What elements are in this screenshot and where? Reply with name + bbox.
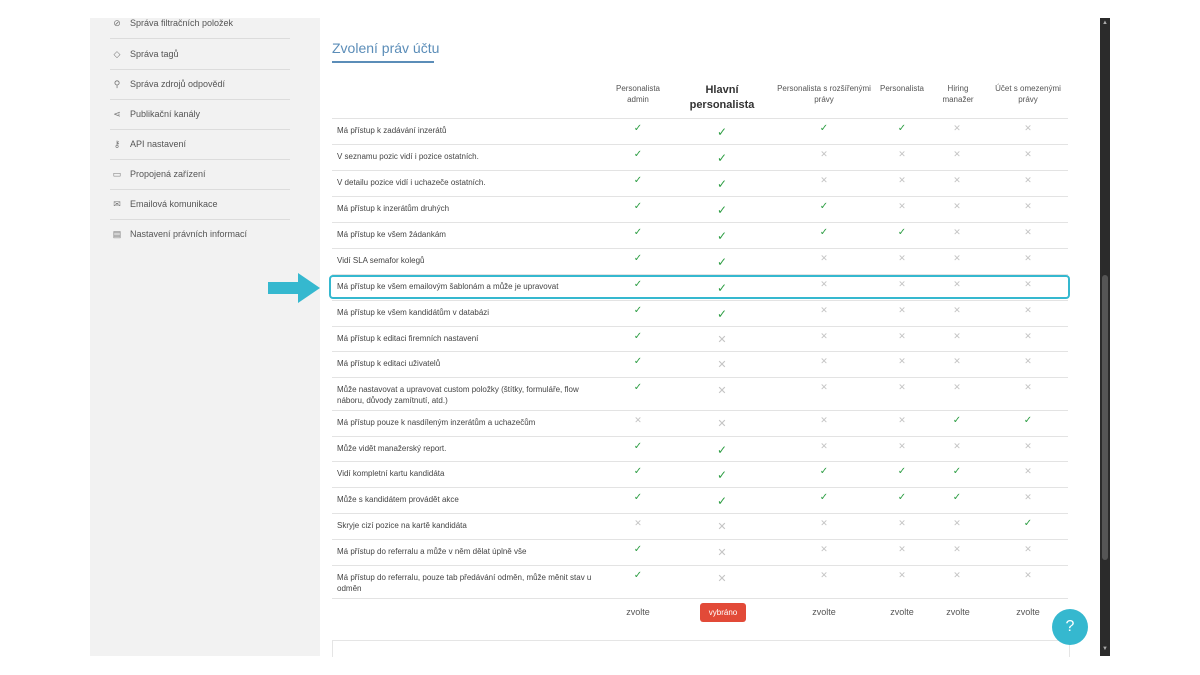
column-header-hiring-manazer: Hiring manažer [942, 84, 974, 104]
row-highlight [329, 275, 1070, 299]
check-icon: ✓ [1023, 518, 1033, 529]
check-icon: ✓ [952, 466, 962, 477]
permission-label: Má přístup k inzerátům druhých [337, 204, 450, 213]
sidebar-item-label: Publikační kanály [130, 109, 201, 119]
permission-label: Může s kandidátem provádět akce [337, 495, 459, 504]
cross-icon: ✕ [820, 175, 828, 185]
column-header-personalista-admin: Personalista admin [615, 84, 661, 104]
sidebar-item-label: API nastavení [130, 139, 187, 149]
cross-icon: ✕ [898, 175, 906, 185]
sidebar-item-response-sources[interactable] [110, 69, 290, 100]
check-icon: ✓ [897, 466, 907, 477]
permission-label: Skryje cizí pozice na kartě kandidáta [337, 521, 467, 530]
choose-hiring-manazer[interactable]: zvolte [946, 607, 970, 617]
check-icon: ✓ [716, 307, 728, 321]
check-icon: ✓ [633, 279, 643, 290]
table-row [332, 196, 1068, 223]
permission-label: Má přístup do referralu, pouze tab předávání odměn, může měnit stav u odměn [337, 573, 592, 593]
cross-icon: ✕ [717, 334, 727, 346]
cross-icon: ✕ [820, 441, 828, 451]
cross-icon: ✕ [898, 518, 906, 528]
table-row [332, 248, 1068, 275]
cross-icon: ✕ [953, 518, 961, 528]
cross-icon: ✕ [898, 305, 906, 315]
cross-icon: ✕ [953, 356, 961, 366]
cross-icon: ✕ [1024, 570, 1032, 580]
check-icon: ✓ [716, 229, 728, 243]
table-row [332, 410, 1068, 437]
choose-personalista[interactable]: zvolte [890, 607, 914, 617]
permission-label: Má přístup k editaci uživatelů [337, 359, 441, 368]
cross-icon: ✕ [898, 279, 906, 289]
cross-icon: ✕ [953, 544, 961, 554]
cross-icon: ✕ [953, 253, 961, 263]
sidebar-item-label: Správa filtračních položek [130, 18, 234, 28]
cross-icon: ✕ [898, 149, 906, 159]
cross-icon: ✕ [820, 253, 828, 263]
section-title: Zvolení práv účtu [332, 40, 440, 56]
cross-icon: ✕ [953, 201, 961, 211]
cross-icon: ✕ [953, 441, 961, 451]
cross-icon: ✕ [820, 149, 828, 159]
table-row [332, 326, 1068, 352]
column-header-personalista: Personalista [879, 84, 925, 93]
check-icon: ✓ [633, 492, 643, 503]
cross-icon: ✕ [1024, 441, 1032, 451]
permission-label: Má přístup do referralu a může v něm dělat úplně vše [337, 547, 527, 556]
cross-icon: ✕ [820, 356, 828, 366]
cross-icon: ✕ [1024, 227, 1032, 237]
section-title-underline [332, 61, 434, 63]
permission-label: Může nastavovat a upravovat custom položky (štítky, formuláře, flow náboru, důvody zamítnutí, atd.) [337, 385, 579, 405]
scroll-up-icon[interactable]: ▲ [1102, 20, 1108, 26]
cross-icon: ✕ [1024, 123, 1032, 133]
check-icon: ✓ [716, 203, 728, 217]
devices-icon: ▭ [112, 168, 122, 179]
permission-label: V detailu pozice vidí i uchazeče ostatních. [337, 178, 486, 187]
check-icon: ✓ [716, 125, 728, 139]
help-button[interactable]: ? [1052, 609, 1088, 645]
cross-icon: ✕ [898, 356, 906, 366]
check-icon: ✓ [633, 149, 643, 160]
cross-icon: ✕ [898, 253, 906, 263]
check-icon: ✓ [633, 175, 643, 186]
check-icon: ✓ [633, 356, 643, 367]
arrow-right-icon [268, 273, 320, 303]
scroll-down-icon[interactable]: ▼ [1102, 646, 1108, 652]
permission-label: Může vidět manažerský report. [337, 444, 447, 453]
cross-icon: ✕ [717, 359, 727, 371]
check-icon: ✓ [716, 443, 728, 457]
cross-icon: ✕ [953, 123, 961, 133]
cross-icon: ✕ [1024, 201, 1032, 211]
permission-label: Má přístup k editaci firemních nastavení [337, 334, 479, 343]
choose-personalista-admin[interactable]: zvolte [626, 607, 650, 617]
cross-icon: ✕ [898, 331, 906, 341]
check-icon: ✓ [819, 123, 829, 134]
choose-omezena-prava[interactable]: zvolte [1016, 607, 1040, 617]
cross-icon: ✕ [820, 382, 828, 392]
cross-icon: ✕ [634, 415, 642, 425]
check-icon: ✓ [633, 466, 643, 477]
cross-icon: ✕ [1024, 175, 1032, 185]
cross-icon: ✕ [953, 279, 961, 289]
cross-icon: ✕ [634, 518, 642, 528]
cross-icon: ✕ [898, 201, 906, 211]
sidebar-item-filter-items[interactable] [110, 8, 290, 39]
cross-icon: ✕ [717, 521, 727, 533]
cross-icon: ✕ [898, 544, 906, 554]
table-row [332, 513, 1068, 540]
check-icon: ✓ [897, 492, 907, 503]
permission-label: Má přístup k zadávání inzerátů [337, 126, 447, 135]
sidebar-item-email-communication[interactable] [110, 189, 290, 220]
check-icon: ✓ [633, 201, 643, 212]
permission-label: Má přístup ke všem kandidátům v databázi [337, 308, 490, 317]
key-icon: ⚷ [113, 138, 121, 149]
table-row [332, 565, 1068, 599]
check-icon: ✓ [897, 123, 907, 134]
cross-icon: ✕ [953, 227, 961, 237]
sidebar-item-legal-settings[interactable] [110, 219, 290, 249]
cross-icon: ✕ [953, 149, 961, 159]
check-icon: ✓ [819, 201, 829, 212]
check-icon: ✓ [952, 492, 962, 503]
tag-icon: ◇ [113, 48, 121, 59]
permission-label: Vidí SLA semafor kolegů [337, 256, 425, 265]
column-header-personalista-rozsirena: Personalista s rozšířenými právy [777, 84, 871, 104]
sidebar-item-label: Správa zdrojů odpovědí [130, 79, 226, 89]
permission-label: Má přístup ke všem žádankám [337, 230, 446, 239]
sidebar-item-connected-devices[interactable] [110, 159, 290, 190]
check-icon: ✓ [716, 255, 728, 269]
table-row [332, 300, 1068, 327]
sidebar-item-api-settings[interactable] [110, 129, 290, 160]
column-header-hlavni-personalista: Hlavní personalista [689, 84, 755, 111]
cross-icon: ✕ [1024, 356, 1032, 366]
cross-icon: ✕ [953, 331, 961, 341]
permission-label: V seznamu pozic vidí i pozice ostatních. [337, 152, 479, 161]
check-icon: ✓ [633, 382, 643, 393]
cross-icon: ✕ [953, 570, 961, 580]
book-icon: ▤ [112, 228, 122, 239]
sidebar-item-label: Správa tagů [130, 49, 179, 59]
table-row [332, 436, 1068, 462]
settings-sidebar [90, 18, 320, 656]
cross-icon: ✕ [1024, 279, 1032, 289]
cross-icon: ✕ [1024, 382, 1032, 392]
check-icon: ✓ [819, 227, 829, 238]
permission-label: Má přístup pouze k nasdíleným inzerátům a uchazečům [337, 418, 536, 427]
cross-icon: ✕ [717, 418, 727, 430]
check-icon: ✓ [633, 544, 643, 555]
choose-personalista-rozsirena[interactable]: zvolte [812, 607, 836, 617]
share-icon: ⋖ [113, 108, 121, 119]
pin-icon: ⚲ [113, 78, 121, 89]
sidebar-item-publishing-channels[interactable] [110, 99, 290, 130]
cross-icon: ✕ [953, 305, 961, 315]
cross-icon: ✕ [820, 544, 828, 554]
check-icon: ✓ [819, 466, 829, 477]
check-icon: ✓ [633, 253, 643, 264]
permission-label: Má přístup ke všem emailovým šablonám a může je upravovat [337, 282, 559, 291]
sidebar-item-label: Emailová komunikace [130, 199, 218, 209]
table-row [332, 377, 1068, 411]
scrollbar-thumb[interactable] [1102, 275, 1108, 560]
cross-icon: ✕ [820, 518, 828, 528]
check-icon: ✓ [897, 227, 907, 238]
cross-icon: ✕ [820, 415, 828, 425]
table-row [332, 539, 1068, 566]
cross-icon: ✕ [1024, 149, 1032, 159]
check-icon: ✓ [633, 305, 643, 316]
check-icon: ✓ [633, 123, 643, 134]
cross-icon: ✕ [717, 385, 727, 397]
cross-icon: ✕ [1024, 253, 1032, 263]
check-icon: ✓ [1023, 415, 1033, 426]
next-section-box [332, 640, 1070, 657]
cross-icon: ✕ [820, 305, 828, 315]
sidebar-item-label: Propojená zařízení [130, 169, 206, 179]
envelope-icon: ✉ [113, 198, 121, 209]
check-icon: ✓ [633, 570, 643, 581]
cross-icon: ✕ [953, 382, 961, 392]
table-row [332, 222, 1068, 249]
table-row [332, 487, 1068, 514]
cross-icon: ✕ [1024, 305, 1032, 315]
cross-icon: ✕ [1024, 492, 1032, 502]
cross-icon: ✕ [898, 415, 906, 425]
sidebar-item-tags[interactable] [110, 39, 290, 70]
cross-icon: ✕ [820, 570, 828, 580]
check-icon: ✓ [633, 441, 643, 452]
column-header-omezena-prava: Účet s omezenými právy [995, 84, 1061, 104]
cross-icon: ✕ [898, 570, 906, 580]
check-icon: ✓ [716, 177, 728, 191]
table-row [332, 461, 1068, 488]
cross-icon: ✕ [1024, 331, 1032, 341]
tag-icon: ⊘ [113, 17, 121, 28]
sidebar-item-label: Nastavení právních informací [130, 229, 248, 239]
role-select-row [332, 598, 1068, 629]
check-icon: ✓ [716, 281, 728, 295]
table-row [332, 118, 1068, 145]
check-icon: ✓ [716, 151, 728, 165]
permission-label: Vidí kompletní kartu kandidáta [337, 469, 445, 478]
table-row [332, 170, 1068, 197]
cross-icon: ✕ [1024, 544, 1032, 554]
cross-icon: ✕ [953, 175, 961, 185]
check-icon: ✓ [633, 331, 643, 342]
cross-icon: ✕ [898, 441, 906, 451]
cross-icon: ✕ [820, 279, 828, 289]
check-icon: ✓ [633, 227, 643, 238]
cross-icon: ✕ [717, 573, 727, 585]
check-icon: ✓ [716, 494, 728, 508]
check-icon: ✓ [716, 468, 728, 482]
check-icon: ✓ [819, 492, 829, 503]
table-row [332, 144, 1068, 171]
cross-icon: ✕ [820, 331, 828, 341]
cross-icon: ✕ [898, 382, 906, 392]
table-row [332, 351, 1068, 378]
selected-hlavni-personalista-button[interactable]: vybráno [700, 603, 746, 622]
cross-icon: ✕ [717, 547, 727, 559]
check-icon: ✓ [952, 415, 962, 426]
cross-icon: ✕ [1024, 466, 1032, 476]
